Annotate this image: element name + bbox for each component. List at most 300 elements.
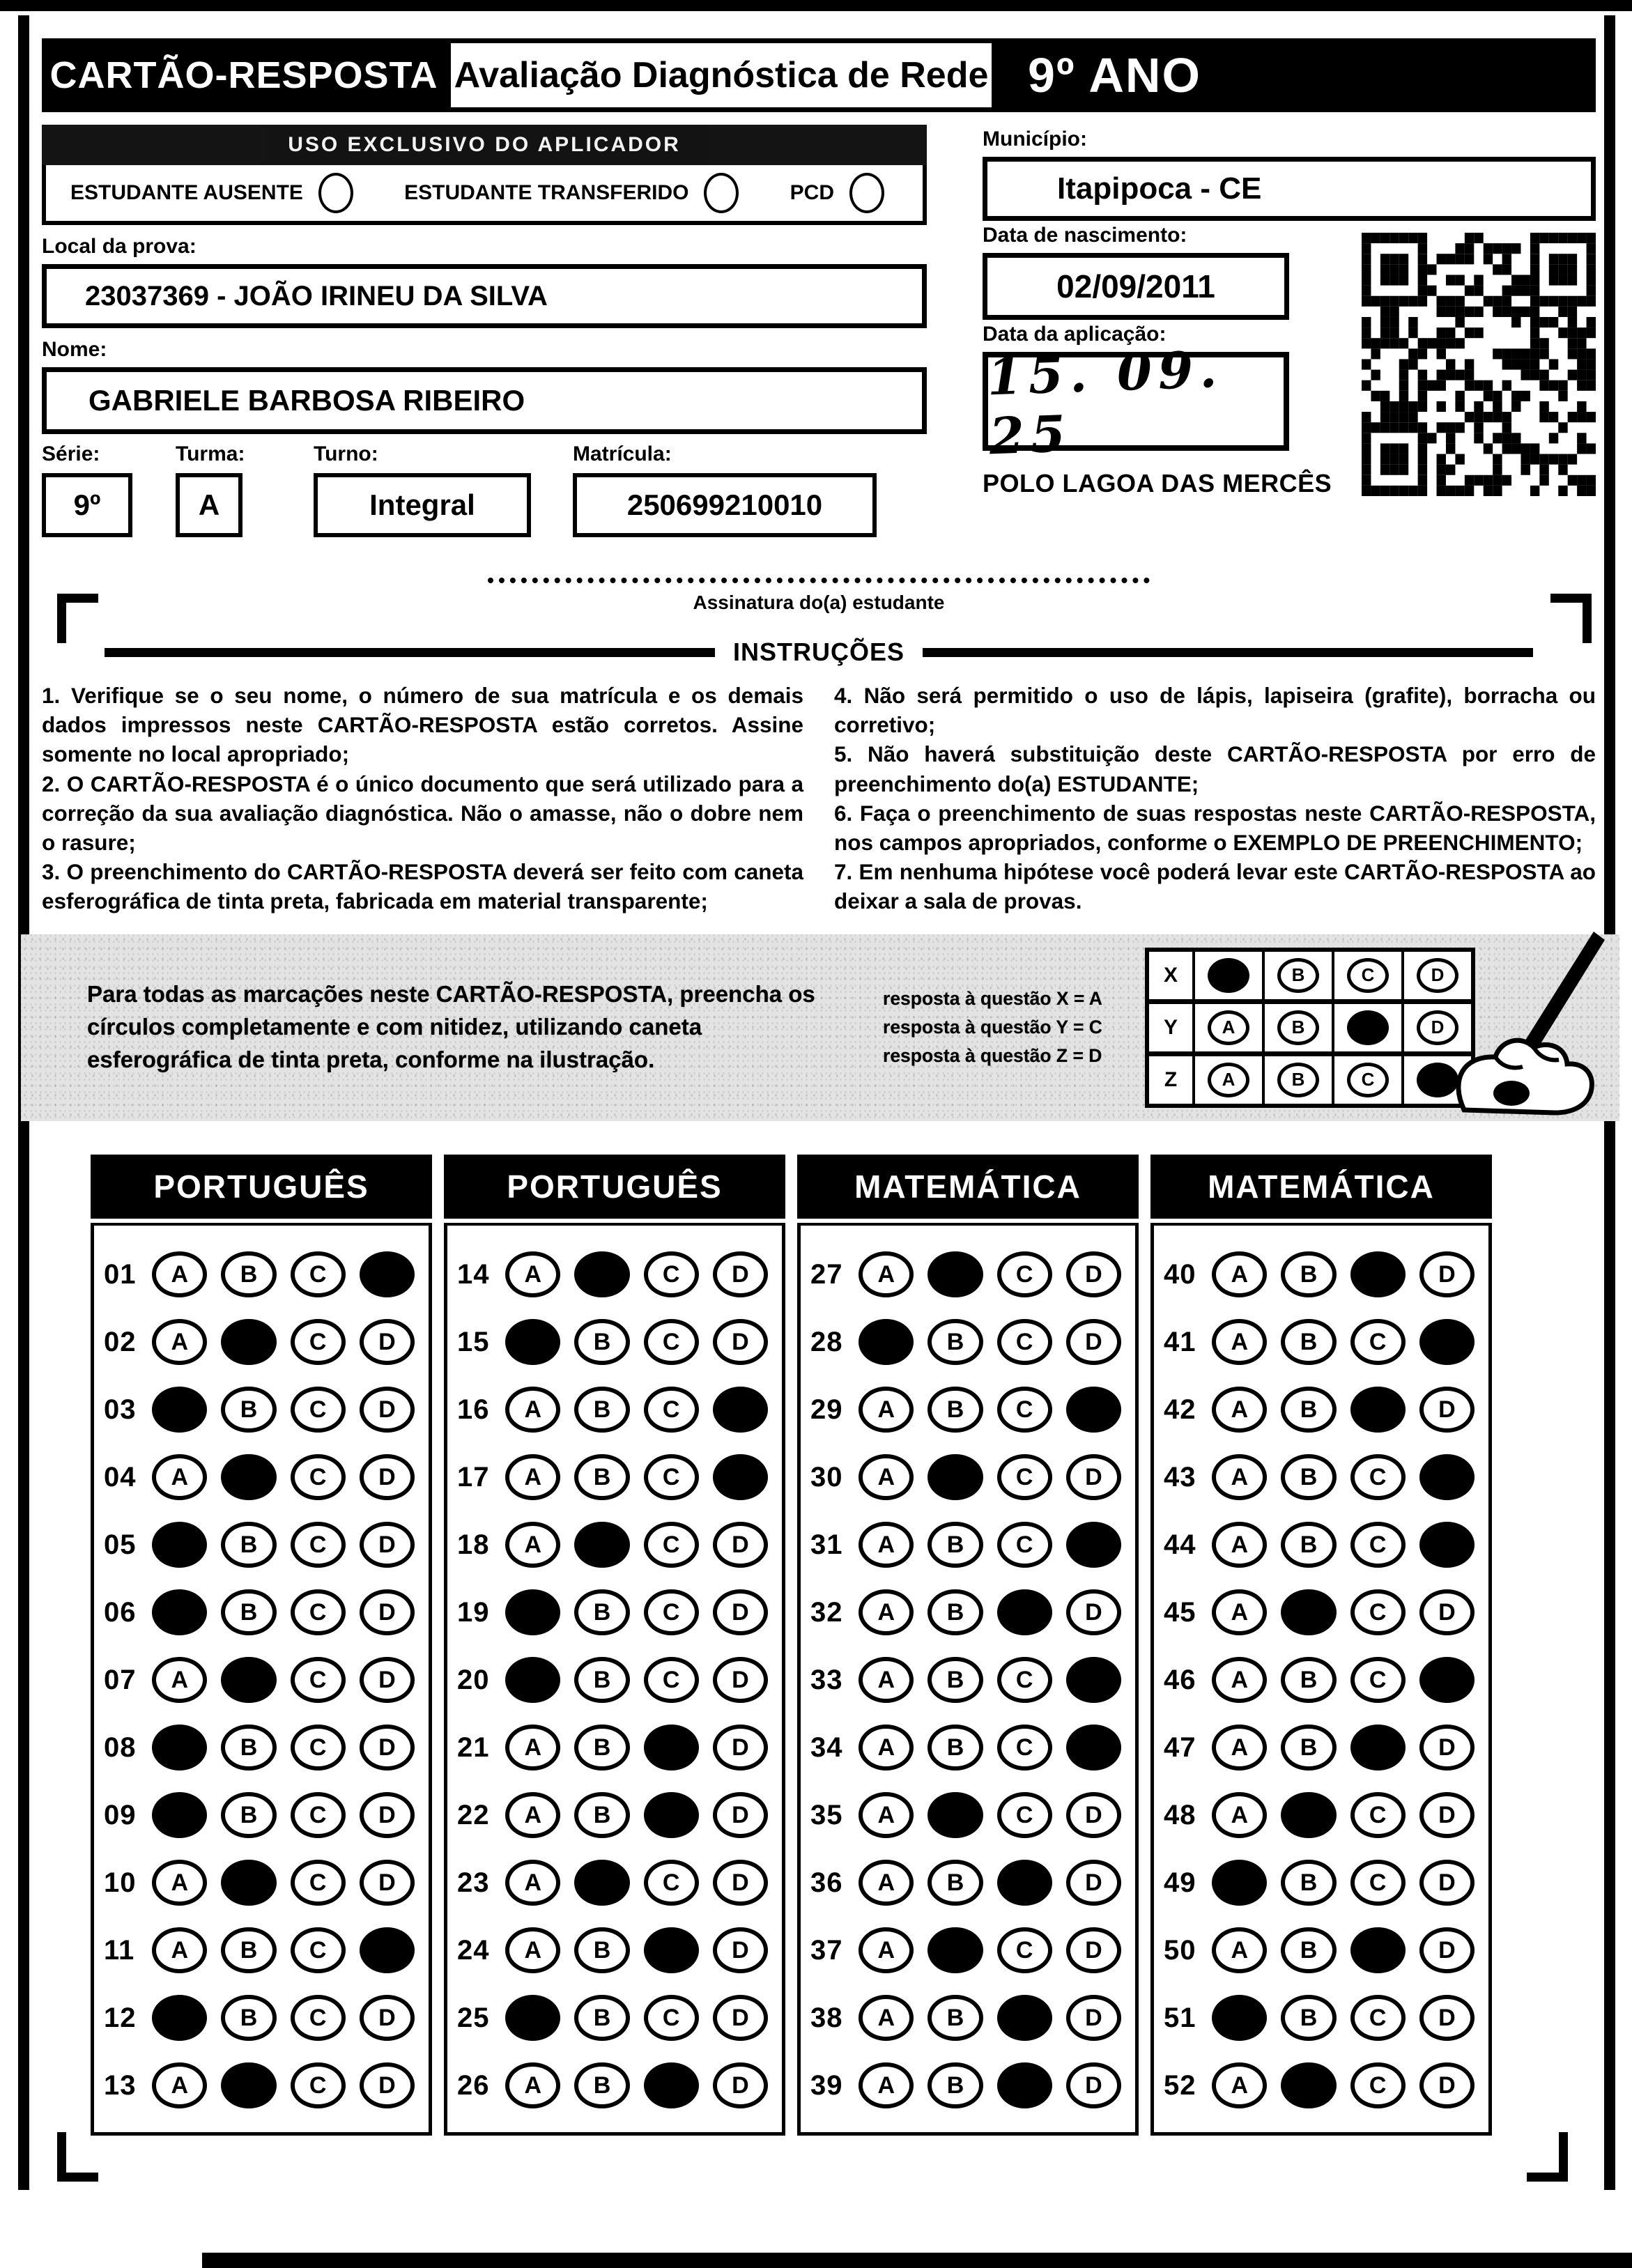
bubble-q29-b[interactable]: B bbox=[927, 1387, 983, 1433]
bubble-q18-c[interactable]: C bbox=[644, 1522, 699, 1568]
bubble-q31-a[interactable]: A bbox=[859, 1522, 914, 1568]
bubble-q52-d[interactable]: D bbox=[1419, 2062, 1475, 2108]
bubble-q27-d[interactable]: D bbox=[1066, 1251, 1121, 1297]
bubble-q27-a[interactable]: A bbox=[859, 1251, 914, 1297]
bubble-q48-d[interactable]: D bbox=[1419, 1792, 1475, 1838]
question-row-43 bbox=[1164, 1444, 1488, 1511]
bubble-q11-a[interactable]: A bbox=[152, 1927, 207, 1973]
question-row-29 bbox=[810, 1376, 1135, 1444]
bubble-q51-c[interactable]: C bbox=[1350, 1995, 1406, 2041]
bubble-q52-b[interactable] bbox=[1281, 2062, 1336, 2108]
example-bubble-y-b: B bbox=[1277, 1010, 1319, 1045]
question-number: 33 bbox=[810, 1664, 843, 1695]
bubble-q25-b[interactable]: B bbox=[574, 1995, 629, 2041]
example-cell bbox=[1195, 952, 1265, 999]
bubble-q08-d[interactable]: D bbox=[360, 1725, 415, 1771]
bubble-q14-c[interactable]: C bbox=[644, 1251, 699, 1297]
aplicador-option-label: PCD bbox=[790, 181, 834, 204]
bubble-q37-c[interactable]: C bbox=[997, 1927, 1052, 1973]
bubble-q42-c[interactable] bbox=[1350, 1387, 1406, 1433]
bubble-q07-a[interactable]: A bbox=[152, 1657, 207, 1703]
question-row-15 bbox=[457, 1309, 782, 1376]
bubble-q35-c[interactable]: C bbox=[997, 1792, 1052, 1838]
question-number: 37 bbox=[810, 1934, 843, 1966]
bubble-q06-a[interactable] bbox=[152, 1589, 207, 1635]
bubble-q03-d[interactable]: D bbox=[360, 1387, 415, 1433]
qr-code bbox=[1362, 233, 1596, 496]
matricula-field: 250699210010 bbox=[573, 473, 877, 537]
bubble-q41-b[interactable]: B bbox=[1281, 1319, 1336, 1365]
bubble-q46-b[interactable]: B bbox=[1281, 1657, 1336, 1703]
bubble-q18-a[interactable]: A bbox=[505, 1522, 560, 1568]
bubble-q26-c[interactable] bbox=[644, 2062, 699, 2108]
question-row-17 bbox=[457, 1444, 782, 1511]
bubble-q50-a[interactable]: A bbox=[1212, 1927, 1267, 1973]
bubble-q50-c[interactable] bbox=[1350, 1927, 1406, 1973]
bubble-q39-a[interactable]: A bbox=[859, 2062, 914, 2108]
bubble-q04-a[interactable]: A bbox=[152, 1454, 207, 1500]
bubble-q43-b[interactable]: B bbox=[1281, 1454, 1336, 1500]
nome-field: GABRIELE BARBOSA RIBEIRO bbox=[42, 367, 927, 434]
question-row-08 bbox=[104, 1714, 429, 1782]
bubble-q03-c[interactable]: C bbox=[291, 1387, 346, 1433]
bubble-q40-a[interactable]: A bbox=[1212, 1251, 1267, 1297]
bubble-q01-a[interactable]: A bbox=[152, 1251, 207, 1297]
bubble-q24-a[interactable]: A bbox=[505, 1927, 560, 1973]
question-row-32 bbox=[810, 1579, 1135, 1646]
bubble-q51-b[interactable]: B bbox=[1281, 1995, 1336, 2041]
question-number: 25 bbox=[457, 2002, 490, 2033]
bubble-q10-b[interactable] bbox=[221, 1860, 276, 1906]
example-legend bbox=[883, 985, 1120, 1070]
bubble-q21-b[interactable]: B bbox=[574, 1725, 629, 1771]
bubble-q24-b[interactable]: B bbox=[574, 1927, 629, 1973]
turma-label: Turma: bbox=[176, 442, 245, 465]
bubble-q14-a[interactable]: A bbox=[505, 1251, 560, 1297]
bubble-q01-c[interactable]: C bbox=[291, 1251, 346, 1297]
bubble-q15-b[interactable]: B bbox=[574, 1319, 629, 1365]
bubble-q47-c[interactable] bbox=[1350, 1725, 1406, 1771]
bubble-q36-b[interactable]: B bbox=[927, 1860, 983, 1906]
bubble-q42-b[interactable]: B bbox=[1281, 1387, 1336, 1433]
bubble-q49-c[interactable]: C bbox=[1350, 1860, 1406, 1906]
hand-with-pen-illustration bbox=[1429, 930, 1607, 1120]
bubble-q52-a[interactable]: A bbox=[1212, 2062, 1267, 2108]
bubble-q22-c[interactable] bbox=[644, 1792, 699, 1838]
bubble-q14-d[interactable]: D bbox=[713, 1251, 768, 1297]
bubble-q37-b[interactable] bbox=[927, 1927, 983, 1973]
question-number: 30 bbox=[810, 1461, 843, 1492]
bubble-q17-c[interactable]: C bbox=[644, 1454, 699, 1500]
instructions-rule-left bbox=[105, 648, 715, 657]
answer-column-box bbox=[91, 1223, 432, 2136]
bubble-q11-b[interactable]: B bbox=[221, 1927, 276, 1973]
signature-line[interactable] bbox=[488, 578, 1150, 583]
bubble-q27-c[interactable]: C bbox=[997, 1251, 1052, 1297]
bubble-q02-a[interactable]: A bbox=[152, 1319, 207, 1365]
bubble-q37-d[interactable]: D bbox=[1066, 1927, 1121, 1973]
example-bubble-x-b: B bbox=[1277, 958, 1319, 993]
bubble-q22-d[interactable]: D bbox=[713, 1792, 768, 1838]
instruction-item: 6. Faça o preenchimento de suas respostas neste CARTÃO-RESPOSTA, nos campos apropriados, conforme o EXEMPLO DE PREENCHIMENTO; bbox=[834, 800, 1596, 856]
bubble-q03-b[interactable]: B bbox=[221, 1387, 276, 1433]
bubble-q31-c[interactable]: C bbox=[997, 1522, 1052, 1568]
question-row-12 bbox=[104, 1984, 429, 2052]
bubble-q31-b[interactable]: B bbox=[927, 1522, 983, 1568]
question-number: 39 bbox=[810, 2069, 843, 2101]
bubble-q16-a[interactable]: A bbox=[505, 1387, 560, 1433]
bubble-q07-d[interactable]: D bbox=[360, 1657, 415, 1703]
question-number: 47 bbox=[1164, 1731, 1196, 1763]
municipio-label: Município: bbox=[983, 128, 1087, 151]
bubble-q09-b[interactable]: B bbox=[221, 1792, 276, 1838]
bubble-q33-d[interactable] bbox=[1066, 1657, 1121, 1703]
bubble-q15-d[interactable]: D bbox=[713, 1319, 768, 1365]
nascimento-field: 02/09/2011 bbox=[983, 253, 1289, 320]
question-row-19 bbox=[457, 1579, 782, 1646]
bubble-q02-d[interactable]: D bbox=[360, 1319, 415, 1365]
bubble-q43-c[interactable]: C bbox=[1350, 1454, 1406, 1500]
bubble-q06-c[interactable]: C bbox=[291, 1589, 346, 1635]
bubble-q46-c[interactable]: C bbox=[1350, 1657, 1406, 1703]
bubble-q32-c[interactable] bbox=[997, 1589, 1052, 1635]
bubble-q24-c[interactable] bbox=[644, 1927, 699, 1973]
bubble-q50-d[interactable]: D bbox=[1419, 1927, 1475, 1973]
bubble-q16-b[interactable]: B bbox=[574, 1387, 629, 1433]
bubble-q30-a[interactable]: A bbox=[859, 1454, 914, 1500]
question-row-42 bbox=[1164, 1376, 1488, 1444]
bubble-q27-b[interactable] bbox=[927, 1251, 983, 1297]
bubble-q37-a[interactable]: A bbox=[859, 1927, 914, 1973]
bubble-q11-c[interactable]: C bbox=[291, 1927, 346, 1973]
bubble-q21-c[interactable] bbox=[644, 1725, 699, 1771]
bubble-q32-d[interactable]: D bbox=[1066, 1589, 1121, 1635]
bubble-q17-b[interactable]: B bbox=[574, 1454, 629, 1500]
bubble-q08-c[interactable]: C bbox=[291, 1725, 346, 1771]
nascimento-label: Data de nascimento: bbox=[983, 224, 1187, 247]
bubble-q15-a[interactable] bbox=[505, 1319, 560, 1365]
bubble-q33-c[interactable]: C bbox=[997, 1657, 1052, 1703]
example-cell bbox=[1334, 1004, 1404, 1051]
question-number: 23 bbox=[457, 1867, 490, 1898]
bubble-q17-a[interactable]: A bbox=[505, 1454, 560, 1500]
bubble-q01-d[interactable] bbox=[360, 1251, 415, 1297]
bubble-q44-c[interactable]: C bbox=[1350, 1522, 1406, 1568]
bubble-q17-d[interactable] bbox=[713, 1454, 768, 1500]
example-grid bbox=[1145, 948, 1475, 1108]
bubble-q35-b[interactable] bbox=[927, 1792, 983, 1838]
bubble-q52-c[interactable]: C bbox=[1350, 2062, 1406, 2108]
question-row-26 bbox=[457, 2052, 782, 2120]
bubble-q19-d[interactable]: D bbox=[713, 1589, 768, 1635]
bubble-q13-a[interactable]: A bbox=[152, 2062, 207, 2108]
bubble-q22-b[interactable]: B bbox=[574, 1792, 629, 1838]
question-number: 19 bbox=[457, 1596, 490, 1628]
bubble-q10-a[interactable]: A bbox=[152, 1860, 207, 1906]
bubble-q33-a[interactable]: A bbox=[859, 1657, 914, 1703]
bubble-q05-c[interactable]: C bbox=[291, 1522, 346, 1568]
bubble-q30-d[interactable]: D bbox=[1066, 1454, 1121, 1500]
question-row-36 bbox=[810, 1849, 1135, 1917]
bubble-q41-c[interactable]: C bbox=[1350, 1319, 1406, 1365]
bubble-q33-b[interactable]: B bbox=[927, 1657, 983, 1703]
question-number: 22 bbox=[457, 1799, 490, 1830]
question-row-38 bbox=[810, 1984, 1135, 2052]
example-cell bbox=[1334, 952, 1404, 999]
bubble-q45-d[interactable]: D bbox=[1419, 1589, 1475, 1635]
bubble-q12-b[interactable]: B bbox=[221, 1995, 276, 2041]
question-row-10 bbox=[104, 1849, 429, 1917]
bubble-q42-a[interactable]: A bbox=[1212, 1387, 1267, 1433]
bubble-q43-a[interactable]: A bbox=[1212, 1454, 1267, 1500]
bubble-q01-b[interactable]: B bbox=[221, 1251, 276, 1297]
question-number: 07 bbox=[104, 1664, 137, 1695]
bubble-q28-b[interactable]: B bbox=[927, 1319, 983, 1365]
bubble-q31-d[interactable] bbox=[1066, 1522, 1121, 1568]
bubble-q23-a[interactable]: A bbox=[505, 1860, 560, 1906]
bubble-q23-b[interactable] bbox=[574, 1860, 629, 1906]
example-cell bbox=[1334, 1056, 1404, 1104]
bubble-q36-a[interactable]: A bbox=[859, 1860, 914, 1906]
bubble-q21-a[interactable]: A bbox=[505, 1725, 560, 1771]
bubble-q48-c[interactable]: C bbox=[1350, 1792, 1406, 1838]
bubble-q09-c[interactable]: C bbox=[291, 1792, 346, 1838]
bubble-q49-d[interactable]: D bbox=[1419, 1860, 1475, 1906]
question-number: 02 bbox=[104, 1326, 137, 1357]
bubble-q38-d[interactable]: D bbox=[1066, 1995, 1121, 2041]
question-number: 08 bbox=[104, 1731, 137, 1763]
bubble-q36-c[interactable] bbox=[997, 1860, 1052, 1906]
bubble-q19-c[interactable]: C bbox=[644, 1589, 699, 1635]
bubble-q40-d[interactable]: D bbox=[1419, 1251, 1475, 1297]
question-row-06 bbox=[104, 1579, 429, 1646]
question-row-48 bbox=[1164, 1782, 1488, 1849]
answer-column-subject: MATEMÁTICA bbox=[797, 1155, 1139, 1219]
bubble-q45-b[interactable] bbox=[1281, 1589, 1336, 1635]
bubble-q11-d[interactable] bbox=[360, 1927, 415, 1973]
bubble-q29-a[interactable]: A bbox=[859, 1387, 914, 1433]
example-row-label: Z bbox=[1149, 1056, 1195, 1104]
question-number: 49 bbox=[1164, 1867, 1196, 1898]
bubble-q14-b[interactable] bbox=[574, 1251, 629, 1297]
sheet-header bbox=[42, 38, 1596, 112]
bubble-q43-d[interactable] bbox=[1419, 1454, 1475, 1500]
bubble-q44-d[interactable] bbox=[1419, 1522, 1475, 1568]
bubble-q48-a[interactable]: A bbox=[1212, 1792, 1267, 1838]
bubble-q23-c[interactable]: C bbox=[644, 1860, 699, 1906]
bubble-q32-a[interactable]: A bbox=[859, 1589, 914, 1635]
bubble-q16-d[interactable] bbox=[713, 1387, 768, 1433]
bubble-q25-a[interactable] bbox=[505, 1995, 560, 2041]
bubble-q36-d[interactable]: D bbox=[1066, 1860, 1121, 1906]
bubble-q25-c[interactable]: C bbox=[644, 1995, 699, 2041]
bubble-q40-b[interactable]: B bbox=[1281, 1251, 1336, 1297]
bubble-q23-d[interactable]: D bbox=[713, 1860, 768, 1906]
question-row-37 bbox=[810, 1917, 1135, 1984]
bubble-q46-a[interactable]: A bbox=[1212, 1657, 1267, 1703]
bubble-q47-d[interactable]: D bbox=[1419, 1725, 1475, 1771]
bubble-q44-a[interactable]: A bbox=[1212, 1522, 1267, 1568]
bubble-q20-a[interactable] bbox=[505, 1657, 560, 1703]
question-number: 26 bbox=[457, 2069, 490, 2101]
bubble-q29-c[interactable]: C bbox=[997, 1387, 1052, 1433]
question-number: 16 bbox=[457, 1394, 490, 1425]
question-number: 42 bbox=[1164, 1394, 1196, 1425]
answer-column-4 bbox=[1150, 1155, 1492, 2136]
bubble-q08-b[interactable]: B bbox=[221, 1725, 276, 1771]
aplicador-option-circle[interactable] bbox=[318, 173, 353, 213]
question-number: 17 bbox=[457, 1461, 490, 1492]
bubble-q02-c[interactable]: C bbox=[291, 1319, 346, 1365]
bubble-q38-a[interactable]: A bbox=[859, 1995, 914, 2041]
example-bubble-y-a: A bbox=[1208, 1010, 1249, 1045]
question-row-03 bbox=[104, 1376, 429, 1444]
bubble-q10-d[interactable]: D bbox=[360, 1860, 415, 1906]
bubble-q46-d[interactable] bbox=[1419, 1657, 1475, 1703]
example-bubble-y-c bbox=[1347, 1010, 1389, 1045]
question-number: 36 bbox=[810, 1867, 843, 1898]
bubble-q15-c[interactable]: C bbox=[644, 1319, 699, 1365]
bubble-q09-a[interactable] bbox=[152, 1792, 207, 1838]
sheet-title: CARTÃO-RESPOSTA bbox=[42, 38, 446, 112]
aplicador-option-circle[interactable] bbox=[704, 173, 739, 213]
bubble-q13-d[interactable]: D bbox=[360, 2062, 415, 2108]
municipio-field: Itapipoca - CE bbox=[983, 157, 1596, 221]
question-number: 28 bbox=[810, 1326, 843, 1357]
question-number: 48 bbox=[1164, 1799, 1196, 1830]
question-number: 51 bbox=[1164, 2002, 1196, 2033]
bubble-q04-b[interactable] bbox=[221, 1454, 276, 1500]
bubble-q41-d[interactable] bbox=[1419, 1319, 1475, 1365]
bubble-q35-a[interactable]: A bbox=[859, 1792, 914, 1838]
bubble-q26-b[interactable]: B bbox=[574, 2062, 629, 2108]
bubble-q09-d[interactable]: D bbox=[360, 1792, 415, 1838]
question-number: 10 bbox=[104, 1867, 137, 1898]
bubble-q45-c[interactable]: C bbox=[1350, 1589, 1406, 1635]
bubble-q47-a[interactable]: A bbox=[1212, 1725, 1267, 1771]
bubble-q22-a[interactable]: A bbox=[505, 1792, 560, 1838]
turno-label: Turno: bbox=[314, 442, 378, 465]
bubble-q03-a[interactable] bbox=[152, 1387, 207, 1433]
bubble-q34-a[interactable]: A bbox=[859, 1725, 914, 1771]
question-number: 35 bbox=[810, 1799, 843, 1830]
bubble-q34-b[interactable]: B bbox=[927, 1725, 983, 1771]
example-grid-row-y bbox=[1149, 1004, 1471, 1056]
bubble-q34-d[interactable] bbox=[1066, 1725, 1121, 1771]
bubble-q34-c[interactable]: C bbox=[997, 1725, 1052, 1771]
bubble-q16-c[interactable]: C bbox=[644, 1387, 699, 1433]
bubble-q12-a[interactable] bbox=[152, 1995, 207, 2041]
example-bubble-y-d: D bbox=[1417, 1010, 1458, 1045]
bubble-q24-d[interactable]: D bbox=[713, 1927, 768, 1973]
bubble-q04-d[interactable]: D bbox=[360, 1454, 415, 1500]
bubble-q20-d[interactable]: D bbox=[713, 1657, 768, 1703]
example-grid-row-z bbox=[1149, 1056, 1471, 1104]
bubble-q39-c[interactable] bbox=[997, 2062, 1052, 2108]
example-legend-line: resposta à questão X = A bbox=[883, 988, 1102, 1010]
instruction-item: 2. O CARTÃO-RESPOSTA é o único documento que será utilizado para a correção da sua avaliação diagnóstica. Não o amasse, não o dobre nem o rasure; bbox=[42, 771, 803, 856]
answer-column-box bbox=[1150, 1223, 1492, 2136]
instructions-rule-right bbox=[923, 648, 1533, 657]
bubble-q49-b[interactable]: B bbox=[1281, 1860, 1336, 1906]
bubble-q32-b[interactable]: B bbox=[927, 1589, 983, 1635]
bubble-q28-a[interactable] bbox=[859, 1319, 914, 1365]
bubble-q10-c[interactable]: C bbox=[291, 1860, 346, 1906]
bubble-q05-b[interactable]: B bbox=[221, 1522, 276, 1568]
aplicador-option-circle[interactable] bbox=[849, 173, 884, 213]
answer-grids-section bbox=[42, 1155, 1596, 2136]
bubble-q19-b[interactable]: B bbox=[574, 1589, 629, 1635]
bubble-q21-d[interactable]: D bbox=[713, 1725, 768, 1771]
bubble-q08-a[interactable] bbox=[152, 1725, 207, 1771]
bubble-q28-c[interactable]: C bbox=[997, 1319, 1052, 1365]
student-info-section bbox=[42, 125, 1596, 537]
bubble-q30-c[interactable]: C bbox=[997, 1454, 1052, 1500]
bubble-q48-b[interactable] bbox=[1281, 1792, 1336, 1838]
bubble-q51-a[interactable] bbox=[1212, 1995, 1267, 2041]
example-grid-row-x bbox=[1149, 952, 1471, 1004]
bubble-q49-a[interactable] bbox=[1212, 1860, 1267, 1906]
bubble-q45-a[interactable]: A bbox=[1212, 1589, 1267, 1635]
bubble-q12-c[interactable]: C bbox=[291, 1995, 346, 2041]
bubble-q05-d[interactable]: D bbox=[360, 1522, 415, 1568]
aplicador-option-label: ESTUDANTE AUSENTE bbox=[70, 181, 303, 204]
bubble-q26-d[interactable]: D bbox=[713, 2062, 768, 2108]
bubble-q30-b[interactable] bbox=[927, 1454, 983, 1500]
applicator-options-box bbox=[42, 165, 927, 225]
bubble-q07-b[interactable] bbox=[221, 1657, 276, 1703]
bubble-q44-b[interactable]: B bbox=[1281, 1522, 1336, 1568]
bubble-q41-a[interactable]: A bbox=[1212, 1319, 1267, 1365]
bubble-q28-d[interactable]: D bbox=[1066, 1319, 1121, 1365]
page-frame-top bbox=[0, 0, 1632, 11]
bubble-q47-b[interactable]: B bbox=[1281, 1725, 1336, 1771]
bubble-q18-d[interactable]: D bbox=[713, 1522, 768, 1568]
bubble-q06-d[interactable]: D bbox=[360, 1589, 415, 1635]
bubble-q13-b[interactable] bbox=[221, 2062, 276, 2108]
question-row-51 bbox=[1164, 1984, 1488, 2052]
bubble-q40-c[interactable] bbox=[1350, 1251, 1406, 1297]
bubble-q39-b[interactable]: B bbox=[927, 2062, 983, 2108]
bubble-q38-b[interactable]: B bbox=[927, 1995, 983, 2041]
bubble-q20-c[interactable]: C bbox=[644, 1657, 699, 1703]
answer-column-box bbox=[797, 1223, 1139, 2136]
bubble-q50-b[interactable]: B bbox=[1281, 1927, 1336, 1973]
bubble-q38-c[interactable] bbox=[997, 1995, 1052, 2041]
instruction-item: 5. Não haverá substituição deste CARTÃO-RESPOSTA por erro de preenchimento do(a) ESTUDANTE; bbox=[834, 741, 1596, 796]
bubble-q06-b[interactable]: B bbox=[221, 1589, 276, 1635]
instructions-left-column bbox=[42, 681, 803, 916]
bubble-q19-a[interactable] bbox=[505, 1589, 560, 1635]
bubble-q20-b[interactable]: B bbox=[574, 1657, 629, 1703]
bubble-q35-d[interactable]: D bbox=[1066, 1792, 1121, 1838]
bubble-q29-d[interactable] bbox=[1066, 1387, 1121, 1433]
answer-column-subject: PORTUGUÊS bbox=[91, 1155, 432, 1219]
bubble-q05-a[interactable] bbox=[152, 1522, 207, 1568]
bubble-q04-c[interactable]: C bbox=[291, 1454, 346, 1500]
bubble-q26-a[interactable]: A bbox=[505, 2062, 560, 2108]
bubble-q25-d[interactable]: D bbox=[713, 1995, 768, 2041]
bubble-q42-d[interactable]: D bbox=[1419, 1387, 1475, 1433]
bubble-q02-b[interactable] bbox=[221, 1319, 276, 1365]
bubble-q13-c[interactable]: C bbox=[291, 2062, 346, 2108]
bubble-q07-c[interactable]: C bbox=[291, 1657, 346, 1703]
question-row-28 bbox=[810, 1309, 1135, 1376]
bubble-q12-d[interactable]: D bbox=[360, 1995, 415, 2041]
bubble-q51-d[interactable]: D bbox=[1419, 1995, 1475, 2041]
bubble-q39-d[interactable]: D bbox=[1066, 2062, 1121, 2108]
bubble-q18-b[interactable] bbox=[574, 1522, 629, 1568]
